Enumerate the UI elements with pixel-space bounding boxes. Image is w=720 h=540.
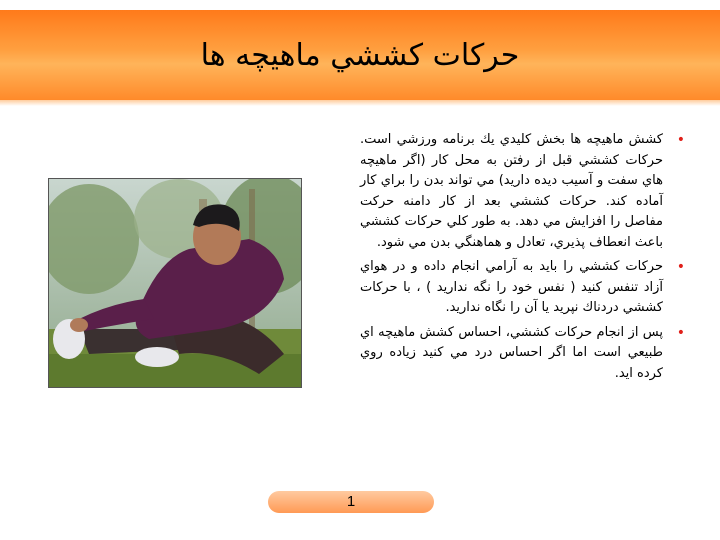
bullet-list (360, 130, 685, 388)
bullet-text: پس از انجام حركات كششي، احساس كشش ماهيچه اي طبيعي است اما اگر احساس درد مي كنيد زياده روي كرده ايد. (360, 324, 663, 381)
bullet-text: حركات كششي را بايد به آرامي انجام داده و در هواي آزاد تنفس كنيد ( نفس خود را نگه نداريد ) ، با حركات كششي دردناك نپريد يا آن را نگاه نداريد. (360, 259, 663, 315)
stretching-man-illustration (49, 179, 302, 388)
bullet-item (360, 130, 685, 253)
bullet-item (360, 323, 685, 385)
bullet-dot-icon: • (676, 132, 685, 148)
bullet-dot-icon: • (676, 324, 685, 341)
slide-title: حركات كششي ماهيچه ها (200, 38, 520, 73)
page-number: 1 (346, 493, 356, 510)
bullet-dot-icon: • (676, 259, 685, 275)
title-bar (0, 10, 720, 100)
bullet-item (360, 257, 685, 319)
stretching-man-photo (48, 178, 302, 388)
page-number-pill (268, 491, 434, 513)
bullet-text: كشش ماهيچه ها بخش كليدي يك برنامه ورزشي است. حركات كششي قبل از رفتن به محل كار (اگر ماهيچه هاي سفت و آسيب ديده داريد) مي تواند بدن را براي كار آماده كند. حركات كششي بعد از كار دامنه حركت مفاصل را افزايش مي دهد. به طور كلي حركات كششي باعث انعطاف پذيري، تعادل و هماهنگي بدن مي شود. (360, 132, 663, 250)
